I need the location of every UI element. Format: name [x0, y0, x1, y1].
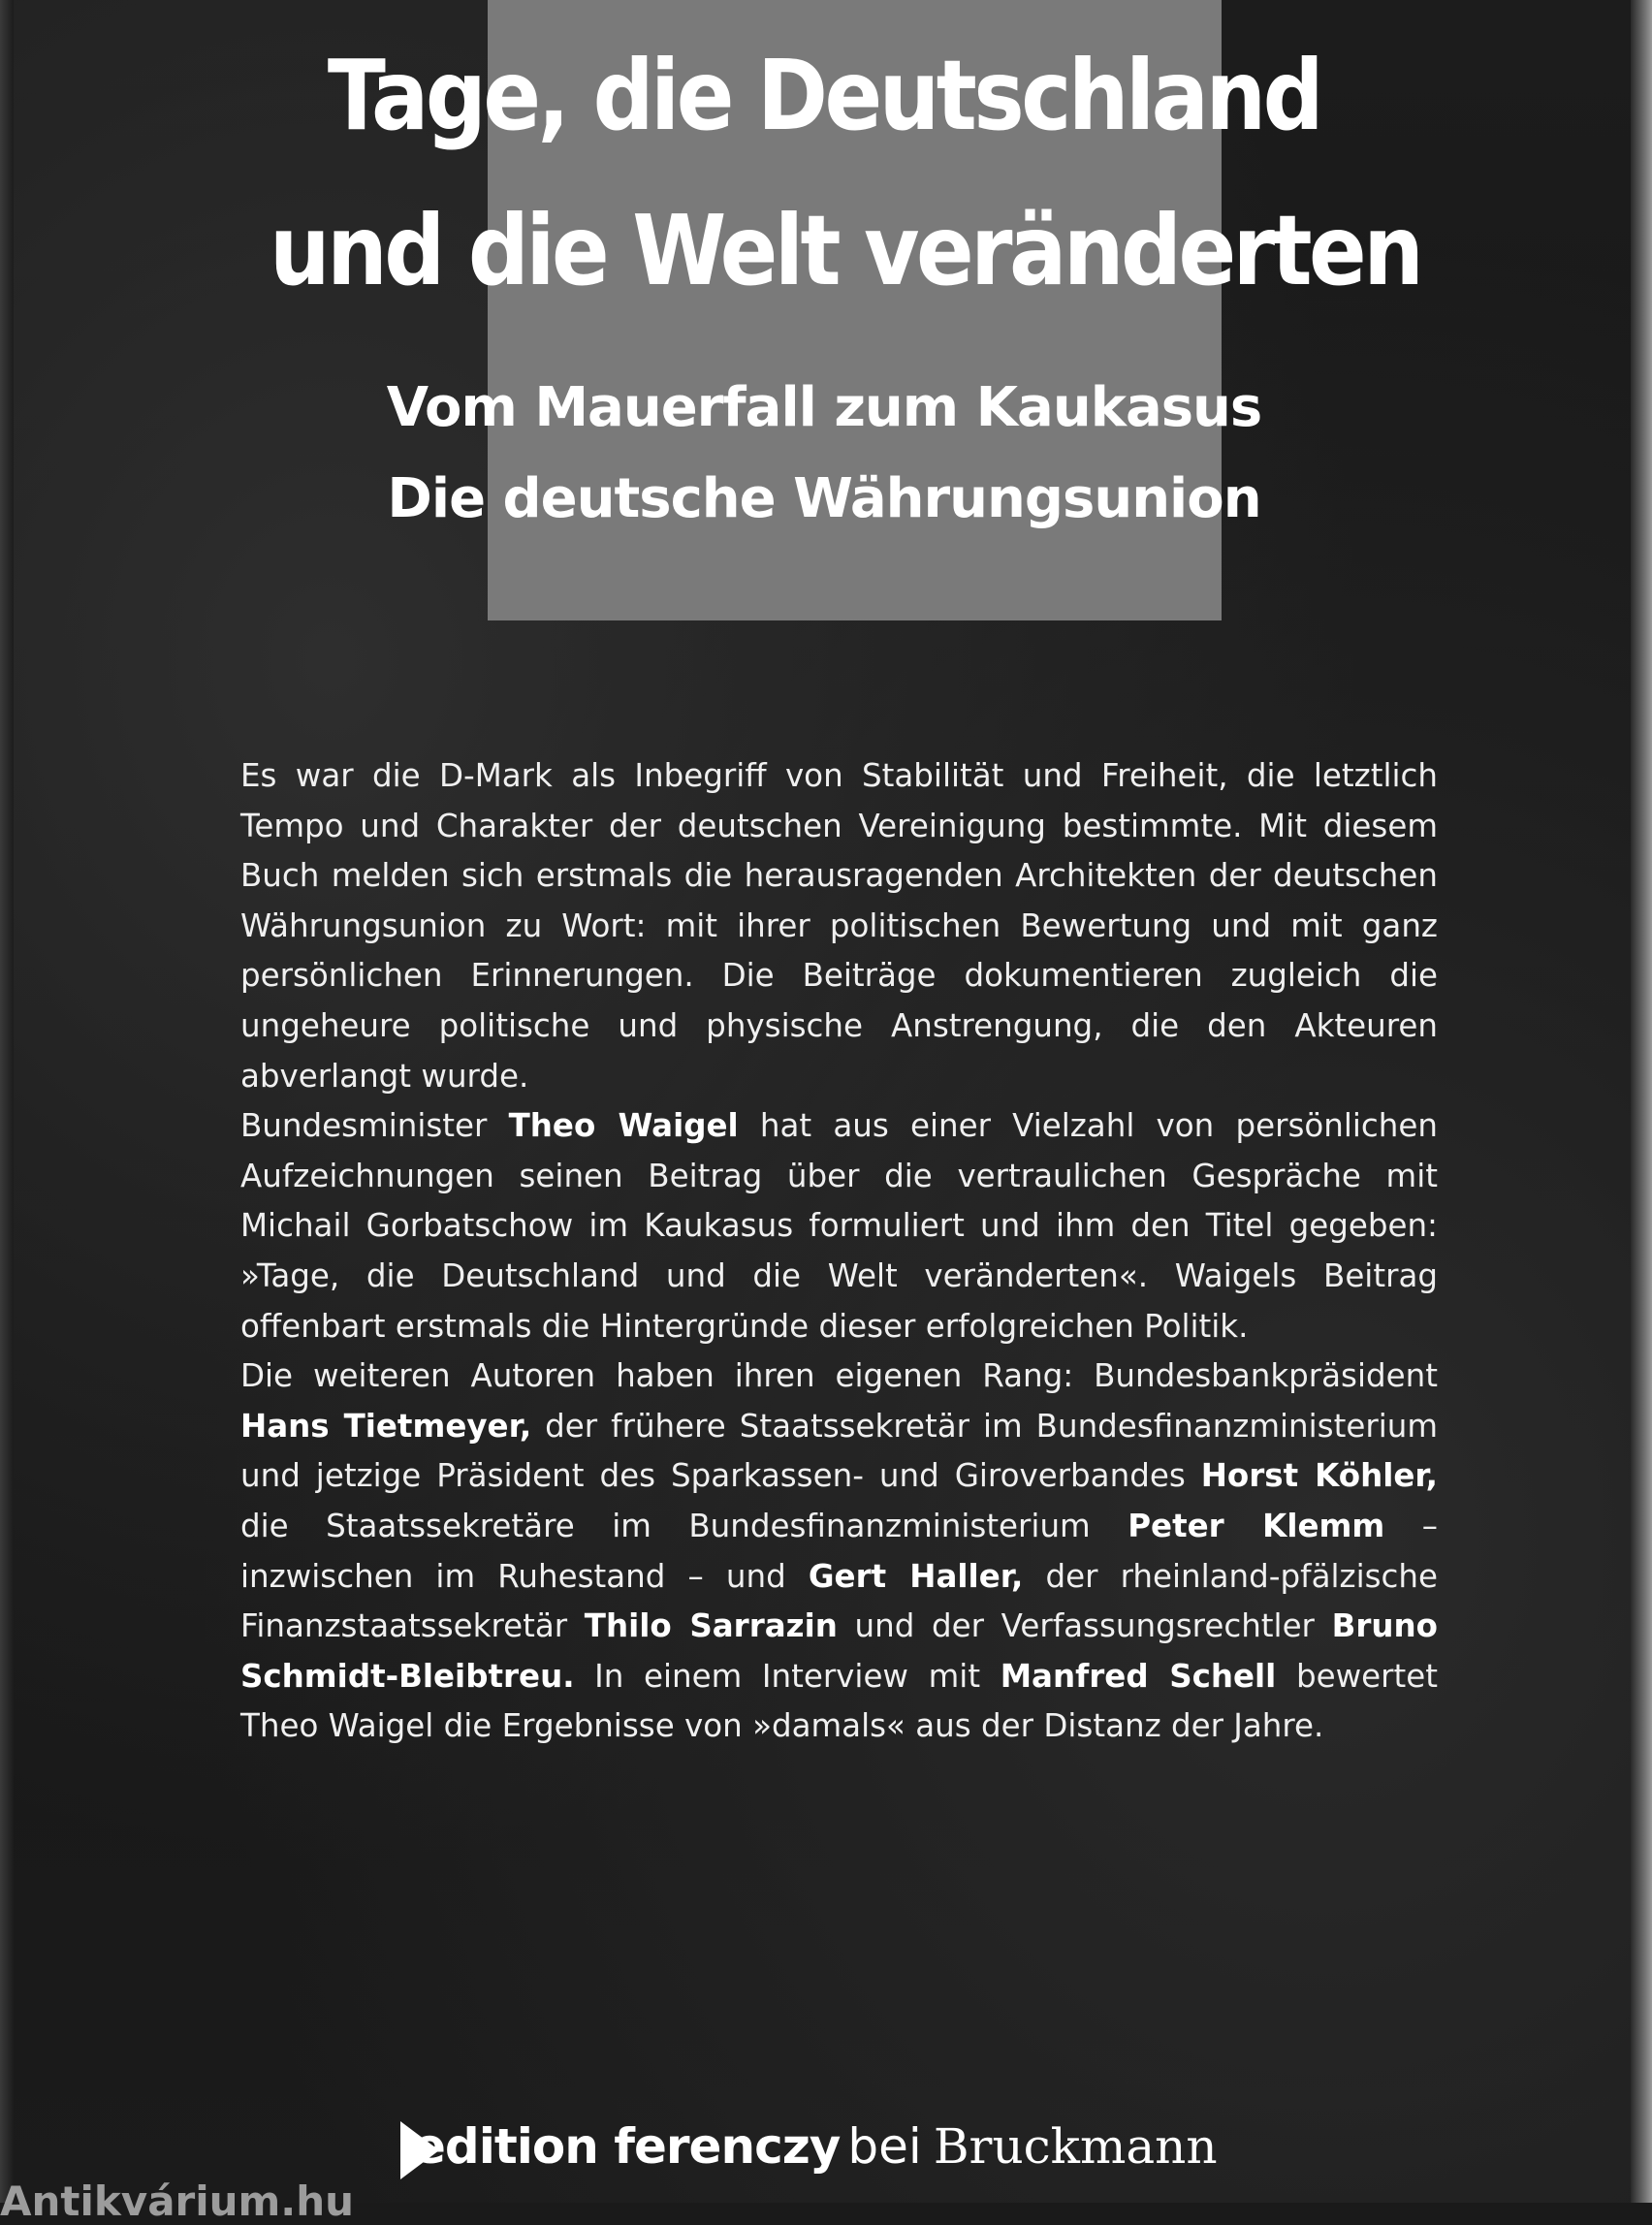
blurb-text: [240, 751, 1438, 1752]
publisher-house: Bruckmann: [933, 2118, 1218, 2175]
blurb-text-run: Die weiteren Autoren haben ihren eigenen Rang: Bundesbankpräsident: [240, 1357, 1438, 1395]
blurb-paragraph-2: [240, 1101, 1438, 1351]
subtitle-line-2: Die deutsche Währungsunion: [387, 467, 1261, 530]
blurb-text-run: bewertet Theo Waigel die Ergebnisse von »damals« aus der Distanz der Jahre.: [240, 1657, 1438, 1745]
blurb-text-run: der frühere Staatssekretär im Bundesfinanzministerium und jetzige Präsident des Sparkassen- und Giroverbandes: [240, 1407, 1439, 1495]
author-name-horst-koehler: Horst Köhler,: [1200, 1457, 1438, 1495]
cover-spine-edge: [1631, 0, 1652, 2203]
author-name-gert-haller: Gert Haller,: [808, 1557, 1024, 1595]
blurb-text-run: hat aus einer Vielzahl von persönlichen Aufzeichnungen seinen Beitrag über die vertraulichen Gespräche mit Michail Gorbatschow im Kaukasus formuliert und ihm den Titel gegeben: »Tage, die Deutschland und die Welt veränderten«. Waigels Beitrag offenbart erstmals die Hintergründe dieser erfolgreichen Politik.: [240, 1107, 1438, 1345]
blurb-paragraph-3: [240, 1351, 1438, 1752]
author-name-thilo-sarrazin: Thilo Sarrazin: [584, 1607, 838, 1645]
blurb-text-run: der rheinland-pfälzische Finanzstaatssekretär: [240, 1557, 1438, 1645]
author-name-bruno-schmidt-bleibtreu: Bruno Schmidt-Bleibtreu.: [240, 1607, 1438, 1695]
blurb-text-run: und der Verfassungsrechtler: [837, 1607, 1332, 1645]
author-name-peter-klemm: Peter Klemm: [1128, 1507, 1385, 1544]
blurb-text-run: Bundesminister: [240, 1107, 509, 1145]
blurb-text-run: die Staatssekretäre im Bundesfinanzministerium: [240, 1507, 1128, 1544]
author-name-hans-tietmeyer: Hans Tietmeyer,: [240, 1407, 532, 1445]
cover-left-edge: [0, 0, 14, 2203]
subtitle-line-1: Vom Mauerfall zum Kaukasus: [386, 376, 1262, 439]
publisher-imprint: [397, 2118, 1218, 2192]
title-line-2: und die Welt veränderten: [270, 194, 1421, 307]
publisher-separator: bei: [847, 2118, 922, 2175]
publisher-brand: edition ferenczy: [413, 2118, 841, 2175]
blurb-paragraph-1: Es war die D-Mark als Inbegriff von Stabilität und Freiheit, die letztlich Tempo und Charakter der deutschen Vereinigung bestimmte. Mit diesem Buch melden sich erstmals die herausragenden Architekten der deutschen Währungsunion zu Wort: mit ihrer politischen Bewertung und mit ganz persönlichen Erinnerungen. Die Beiträge dokumentieren zugleich die ungeheure politische und physische Anstrengung, die den Akteuren abverlangt wurde.: [240, 757, 1438, 1095]
title-line-1: Tage, die Deutschland: [327, 39, 1321, 152]
blurb-text-run: In einem Interview mit: [574, 1657, 1001, 1695]
watermark: Antikvárium.hu: [0, 2177, 355, 2225]
author-name-theo-waigel: Theo Waigel: [508, 1107, 739, 1145]
author-name-manfred-schell: Manfred Schell: [1000, 1657, 1277, 1695]
blurb-text-run: – inzwischen im Ruhestand – und: [240, 1507, 1438, 1595]
